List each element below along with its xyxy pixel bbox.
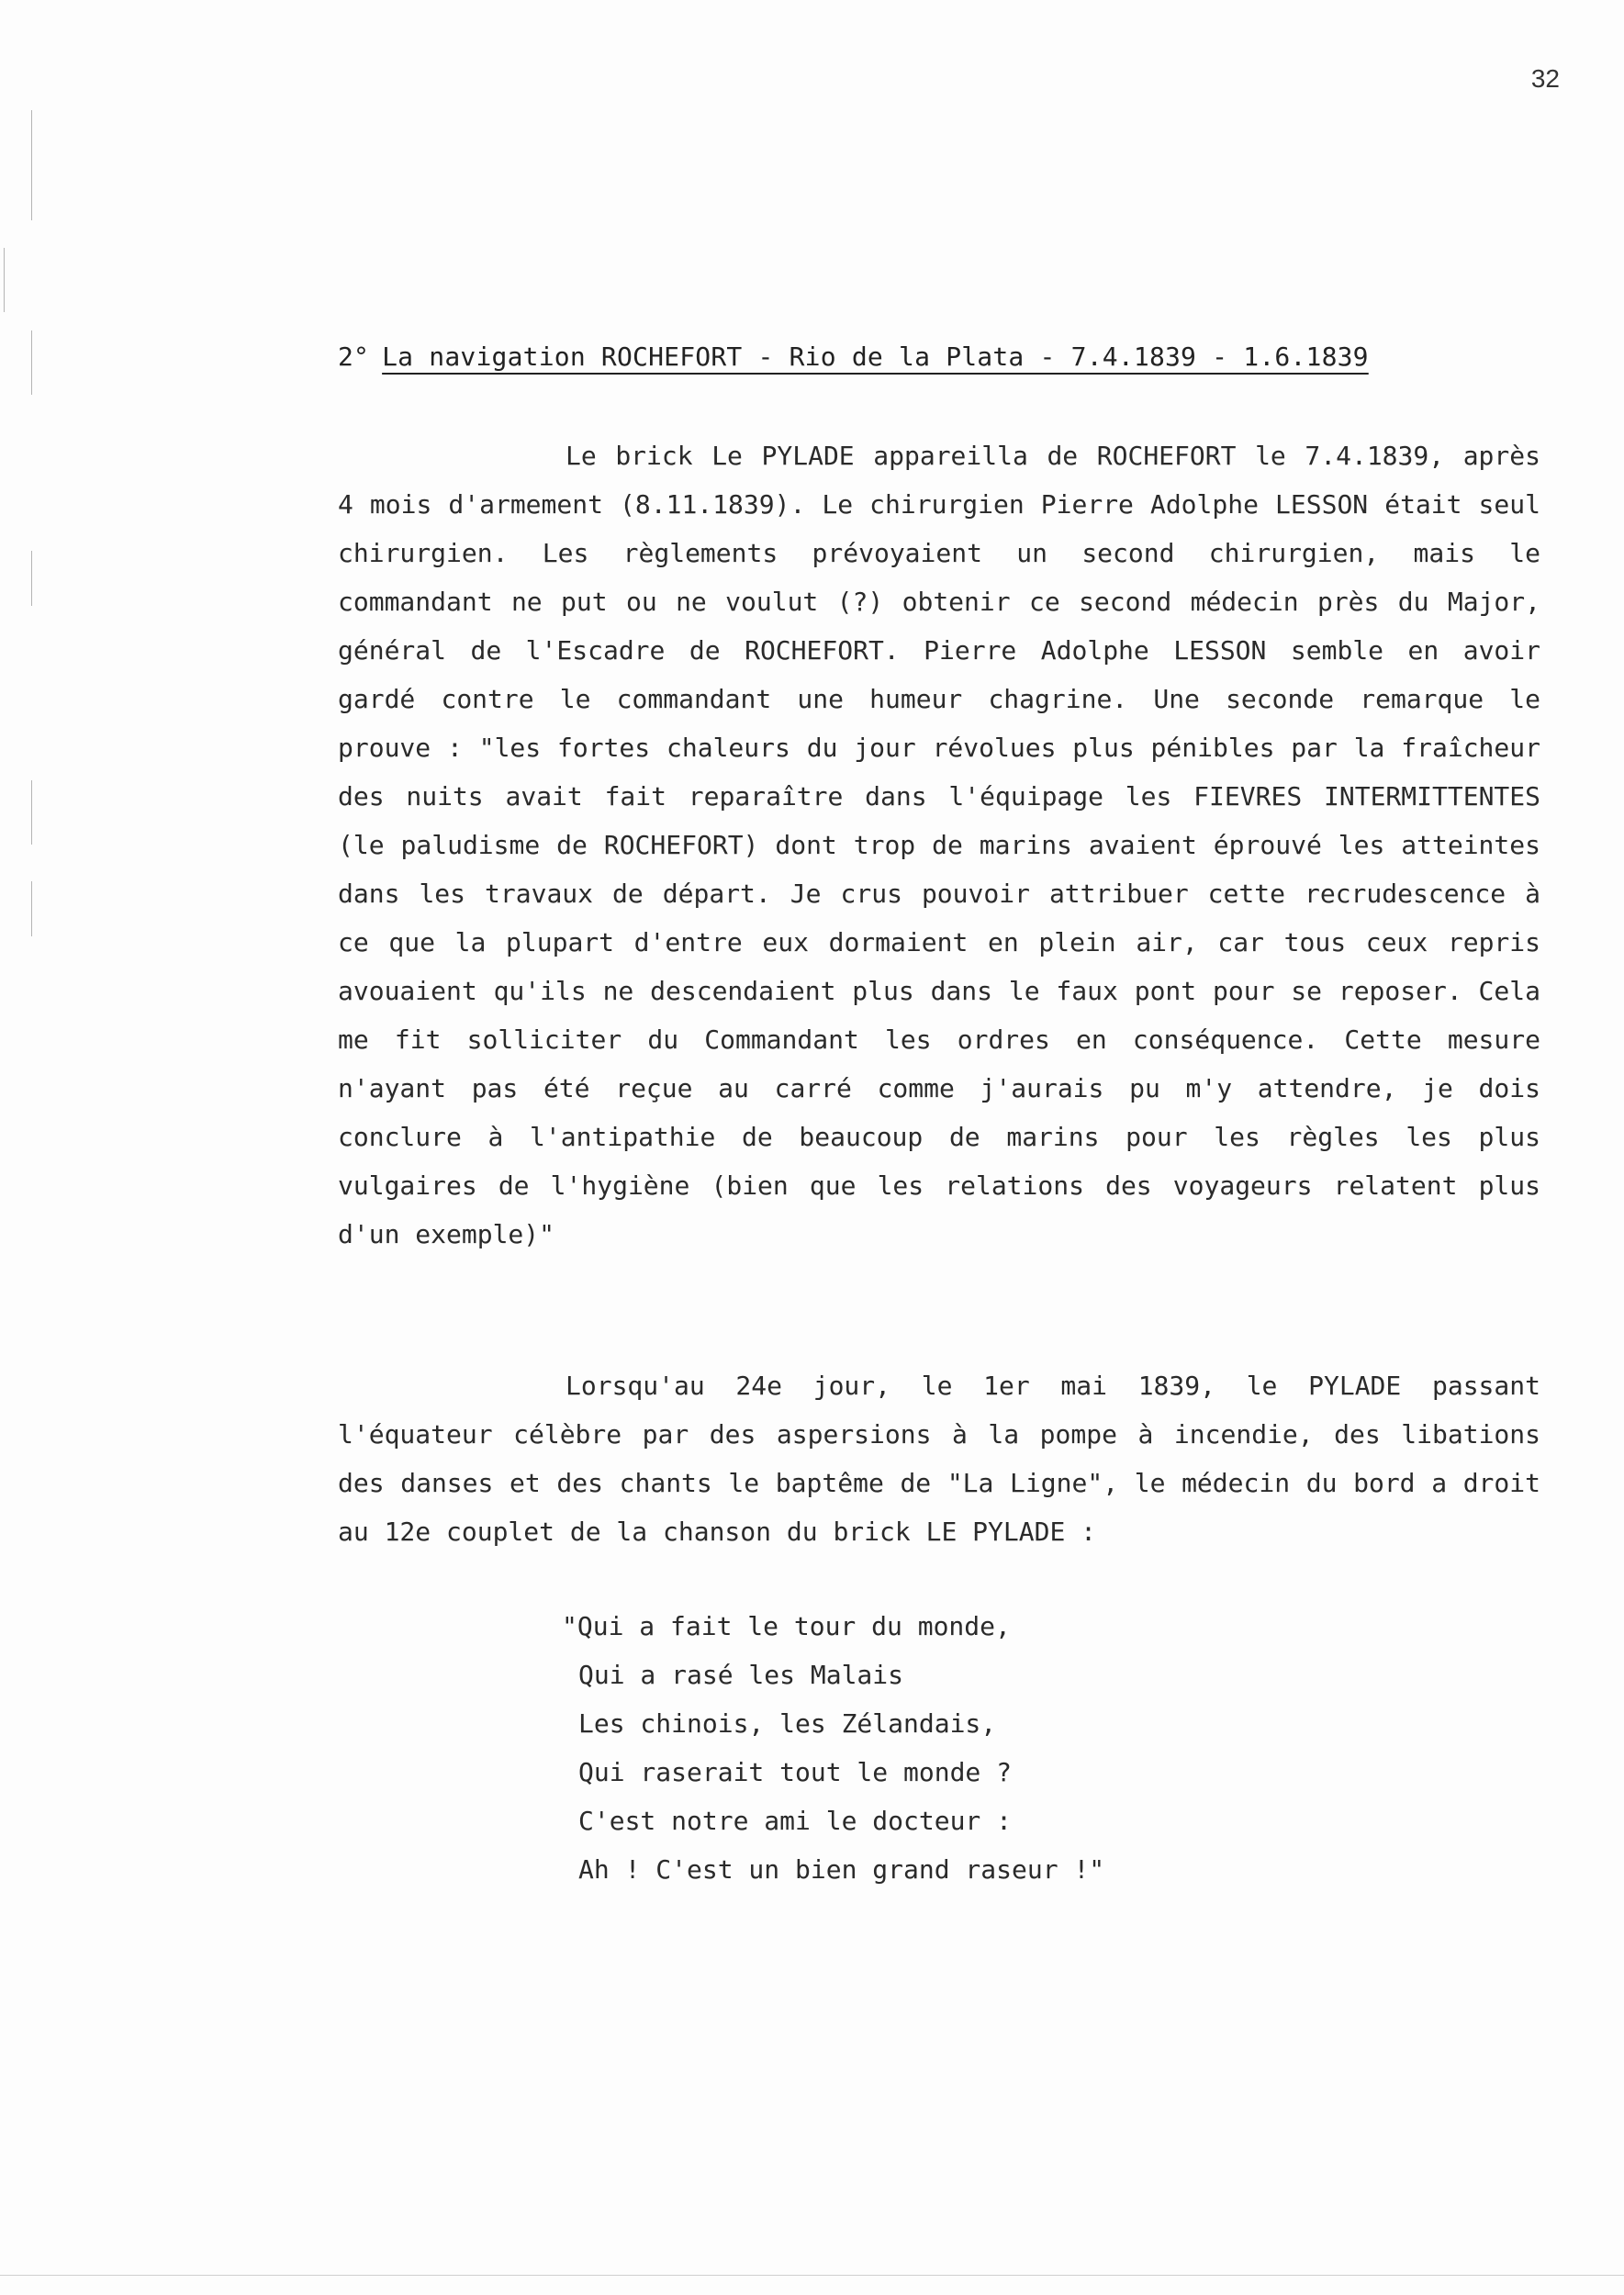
scan-margin-mark bbox=[31, 330, 32, 395]
scan-margin-mark bbox=[31, 881, 32, 936]
verse-line: Les chinois, les Zélandais, bbox=[578, 1708, 997, 1739]
paragraph-2 bbox=[338, 1361, 1540, 1556]
verse-line: Qui raserait tout le monde ? bbox=[578, 1757, 1013, 1787]
scan-margin-mark bbox=[31, 110, 32, 220]
verse-line: "Qui a fait le tour du monde, bbox=[562, 1611, 1011, 1641]
verse-line: C'est notre ami le docteur : bbox=[578, 1806, 1013, 1836]
scan-margin-mark bbox=[4, 248, 5, 312]
section-heading bbox=[338, 341, 1369, 372]
scan-margin-mark bbox=[31, 780, 32, 845]
paragraph-text: Le brick Le PYLADE appareilla de ROCHEFORT le 7.4.1839, après 4 mois d'armement (8.11.1839). Le chirurgien Pierre Adolphe LESSON était seul chirurgien. Les règlements prévoyaient un second chirurgien, mais le commandant ne put ou ne voulut (?) obtenir ce second médecin près du Major, général de l'Escadre de ROCHEFORT. Pierre Adolphe LESSON semble en avoir gardé contre le commandant une humeur chagrine. Une seconde remarque le prouve : "les fortes chaleurs du jour révolues plus pénibles par la fraîcheur des nuits avait fait reparaître dans l'équipage les FIEVRES INTERMITTENTES (le paludisme de ROCHEFORT) dont trop de marins avaient éprouvé les atteintes dans les travaux de départ. Je crus pouvoir attribuer cette recrudescence à ce que la plupart d'entre eux dormaient en plein air, car tous ceux repris avouaient qu'ils ne descendaient plus dans le faux pont pour se reposer. Cela me fit solliciter du Commandant les ordres en conséquence. Cette mesure n'ayant pas été reçue au carré comme j'aurais pu m'y attendre, je dois conclure à l'antipathie de beaucoup de marins pour les règles les plus vulgaires de l'hygiène (bien que les relations des voyageurs relatent plus d'un exemple)" bbox=[338, 441, 1540, 1249]
scan-margin-mark bbox=[31, 551, 32, 606]
paragraph-text: Lorsqu'au 24e jour, le 1er mai 1839, le PYLADE passant l'équateur célèbre par des aspersions à la pompe à incendie, des libations des danses et des chants le baptême de "La Ligne", le médecin du bord a droit au 12e couplet de la chanson du brick LE PYLADE : bbox=[338, 1371, 1540, 1547]
section-number: 2° bbox=[338, 341, 370, 372]
song-verse bbox=[562, 1602, 1104, 1894]
page-number: 32 bbox=[1530, 64, 1560, 93]
paragraph-1 bbox=[338, 431, 1540, 1259]
verse-line: Ah ! C'est un bien grand raseur !" bbox=[578, 1854, 1105, 1885]
scan-bottom-edge bbox=[0, 2275, 1624, 2276]
verse-line: Qui a rasé les Malais bbox=[578, 1660, 904, 1690]
section-title: La navigation ROCHEFORT - Rio de la Plata - 7.4.1839 - 1.6.1839 bbox=[382, 341, 1369, 372]
